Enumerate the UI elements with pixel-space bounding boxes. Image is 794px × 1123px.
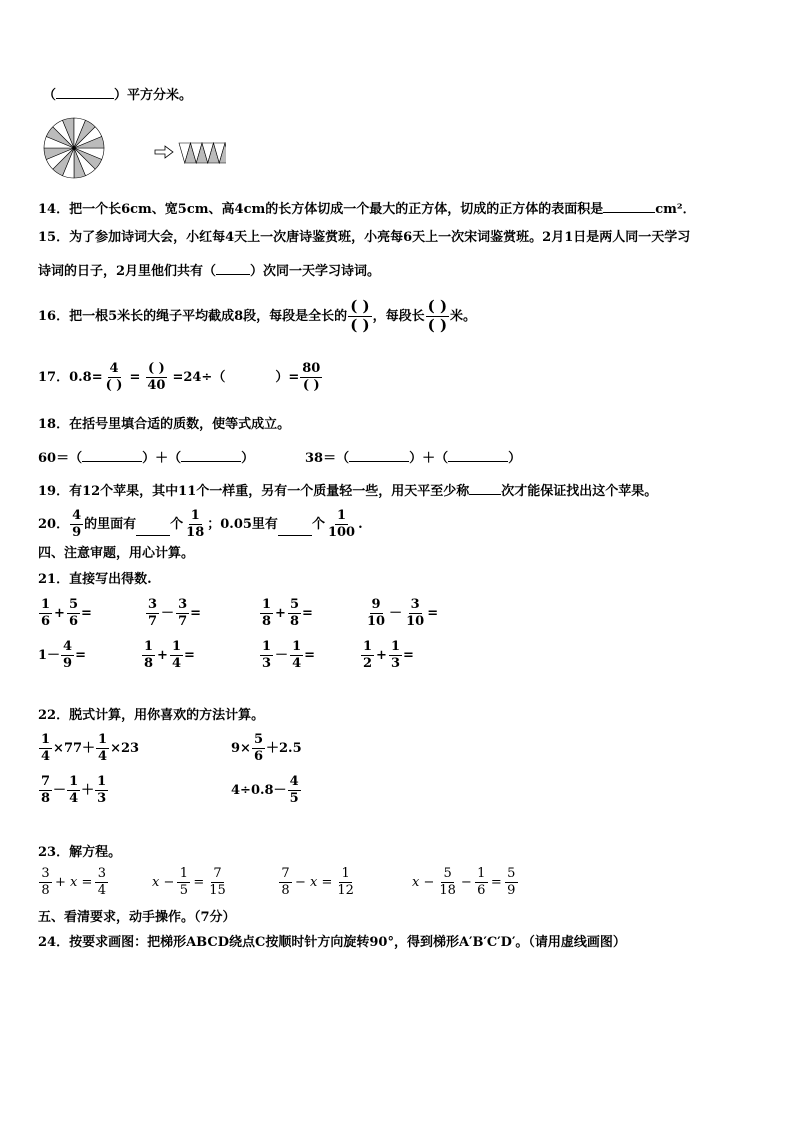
question-23-title: 23．解方程。 [38, 845, 122, 860]
answer-blank[interactable] [448, 449, 508, 462]
fraction: $\frac{( )}{40}$ [147, 360, 166, 393]
oral-calc-item: $\frac{9}{10}$ － $\frac{3}{10}$ = [367, 597, 439, 629]
section-4-heading: 四、注意审题，用心计算。 [38, 546, 195, 561]
oral-calc-item: 1－ $\frac{4}{9}$ = [38, 639, 86, 671]
equation-38: 38＝（ ）＋（ ） [305, 451, 522, 466]
fraction: $\frac{80}{( )}$ [302, 360, 321, 393]
oral-calc-item: $\frac{1}{2}$ + $\frac{1}{3}$ = [363, 639, 414, 671]
question-16: 16．把一根5米长的绳子平均截成8段，每段是全长的 $\frac{( )}{( )}$ ，每段长 $\frac{( )}{( )}$ 米。 [38, 296, 477, 334]
answer-blank[interactable] [136, 523, 170, 536]
equation-3: $\frac{7}{8}$ − x = $\frac{1}{12}$ [278, 867, 357, 897]
fraction: $\frac{1}{18}$ [186, 507, 205, 540]
oral-calc-item: $\frac{3}{7}$ － $\frac{3}{7}$ = [148, 597, 202, 629]
oral-calc-item: $\frac{1}{6}$ + $\frac{5}{6}$ = [41, 597, 92, 629]
answer-blank[interactable] [278, 523, 312, 536]
circle-to-rectangle-diagram [42, 114, 226, 180]
arrow-right-icon [155, 146, 173, 158]
question-18-title: 18．在括号里填合适的质数，使等式成立。 [38, 417, 291, 432]
equation-2: x − $\frac{1}{5}$ = $\frac{7}{15}$ [152, 866, 226, 898]
equation-4: x − $\frac{5}{18}$ − $\frac{1}{6}$ = $\frac{5}{9}$ [412, 867, 519, 897]
divided-circle [44, 118, 104, 178]
answer-blank[interactable] [349, 449, 409, 462]
rearranged-strip [179, 143, 226, 163]
calc-1: $\frac{1}{4}$ ×77＋ $\frac{1}{4}$ ×23 [41, 732, 140, 764]
equation-60: 60＝（ ）＋（ ） [38, 451, 255, 466]
question-19: 19．有12个苹果，其中11个一样重，另有一个质量轻一些，用天平至少称 次才能保证找出这个苹果。 [38, 484, 658, 499]
question-15-line2: 诗词的日子，2月里他们共有（ ）次同一天学习诗词。 [38, 264, 381, 279]
question-15-line1: 15．为了参加诗词大会，小红每4天上一次唐诗鉴赏班，小亮每6天上一次宋词鉴赏班。2月1日是两人同一天学习 [38, 230, 691, 245]
oral-calc-item: $\frac{1}{8}$ + $\frac{5}{8}$ = [262, 597, 313, 629]
answer-blank[interactable] [603, 200, 655, 213]
fraction-blank[interactable]: $\frac{( )}{( )}$ [350, 296, 370, 334]
answer-blank[interactable] [216, 262, 250, 275]
oral-calc-item: $\frac{1}{3}$ － $\frac{1}{4}$ = [262, 639, 316, 671]
fraction: $\frac{1}{100}$ [327, 507, 356, 540]
question-22-title: 22．脱式计算，用你喜欢的方法计算。 [38, 708, 265, 723]
question-17: 17．0.8= $\frac{4}{( )}$ = $\frac{( )}{40}$ =24÷（ ）= $\frac{80}{( )}$ [38, 360, 321, 393]
fraction: $\frac{4}{( )}$ [105, 360, 123, 393]
fraction: $\frac{4}{9}$ [72, 507, 82, 540]
calc-4: 4÷0.8－ $\frac{4}{5}$ [231, 774, 299, 806]
answer-blank[interactable] [82, 449, 142, 462]
calc-3: $\frac{7}{8}$ － $\frac{1}{4}$ ＋ $\frac{1}{3}$ [41, 774, 107, 806]
answer-blank[interactable] [181, 449, 241, 462]
fraction-blank[interactable]: $\frac{( )}{( )}$ [427, 296, 448, 334]
question-24: 24．按要求画图：把梯形ABCD绕点C按顺时针方向旋转90°，得到梯形A′B′C′D′。（请用虚线画图） [38, 935, 626, 950]
oral-calc-item: $\frac{1}{8}$ + $\frac{1}{4}$ = [144, 639, 195, 671]
question-14: 14．把一个长6cm、宽5cm、高4cm的长方体切成一个最大的正方体，切成的正方体的表面积是 cm²． [38, 202, 696, 217]
answer-blank[interactable] [56, 86, 114, 99]
area-answer-line: （ ）平方分米。 [43, 88, 193, 103]
question-20: 20． $\frac{4}{9}$ 的里面有 个 $\frac{1}{18}$ ；0.05里有 个 $\frac{1}{100}$ . [38, 507, 363, 540]
section-5-heading: 五、看清要求，动手操作。（7分） [38, 910, 236, 925]
answer-blank[interactable] [469, 482, 501, 495]
equation-1: $\frac{3}{8}$ + x = $\frac{3}{4}$ [38, 867, 109, 897]
question-21-title: 21．直接写出得数. [38, 572, 152, 587]
calc-2: 9× $\frac{5}{6}$ ＋2.5 [231, 732, 302, 764]
